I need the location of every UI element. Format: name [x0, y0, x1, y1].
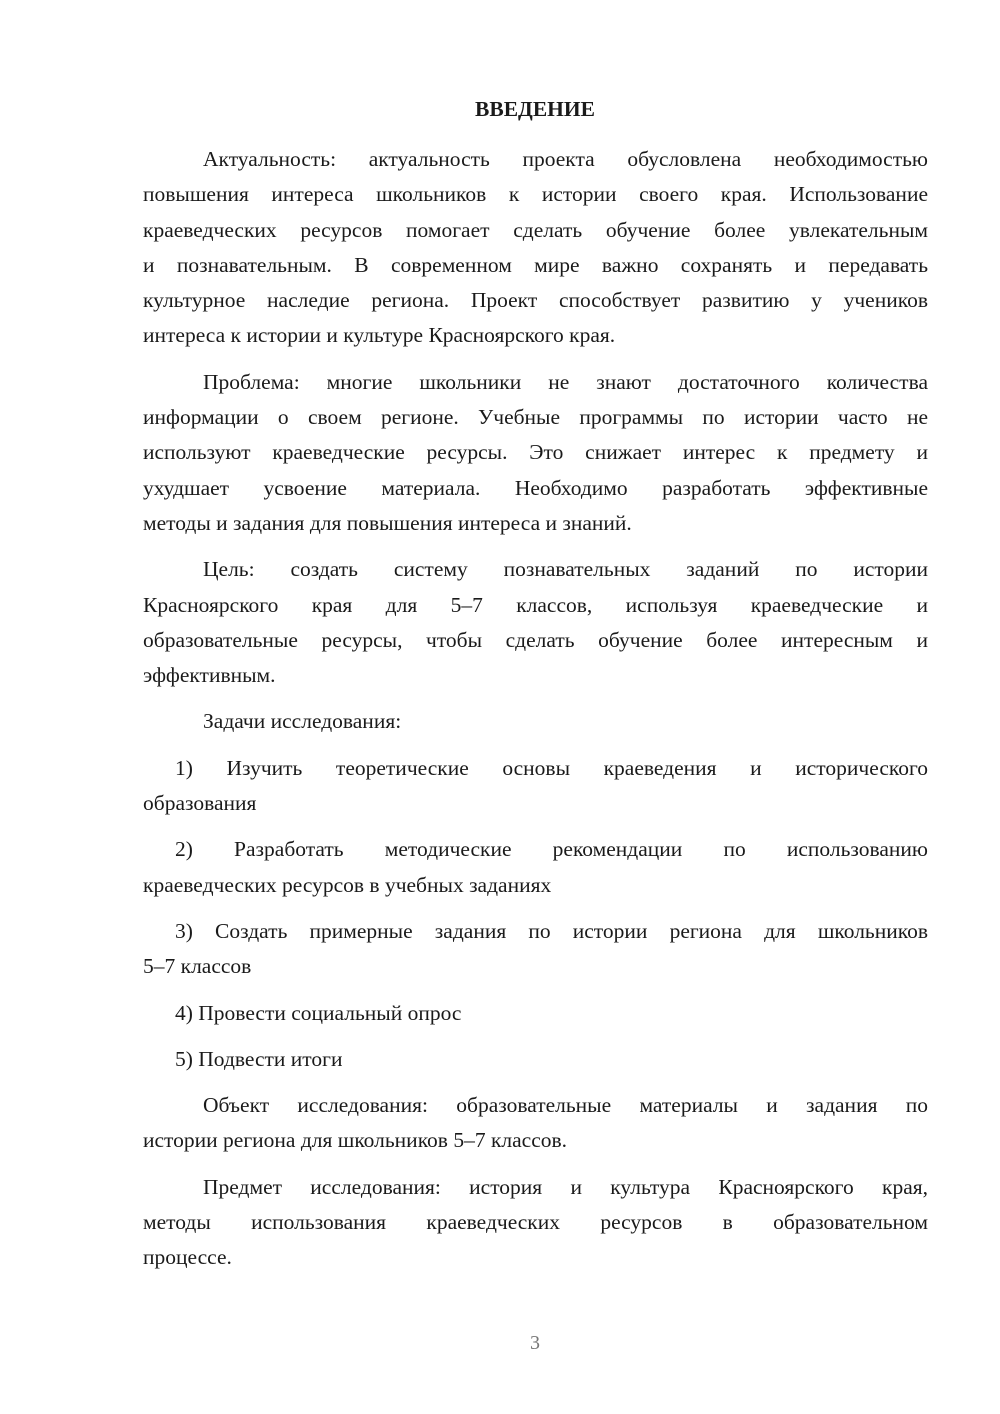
- text-line: 1) Изучить теоретические основы краеведения и исторического: [175, 755, 928, 780]
- text-line: краеведческих ресурсов в учебных заданиях: [143, 872, 552, 897]
- page-title: ВВЕДЕНИЕ: [475, 97, 595, 121]
- text-line: культурное наследие региона. Проект способствует развитию у учеников: [143, 288, 928, 313]
- task-item-2: [143, 832, 928, 903]
- paragraph-problem: [143, 365, 928, 541]
- tasks-heading: [143, 704, 928, 739]
- text-line: Объект исследования: образовательные материалы и задания по: [203, 1093, 928, 1118]
- task-item-4: [143, 996, 928, 1031]
- paragraph-relevance: [143, 142, 928, 354]
- text-line: Предмет исследования: история и культура Красноярского края,: [203, 1174, 928, 1199]
- text-line: Цель: создать систему познавательных заданий по истории: [203, 557, 928, 582]
- text-line: интереса к истории и культуре Красноярского края.: [143, 323, 616, 348]
- text-line: 3) Создать примерные задания по истории региона для школьников: [175, 918, 928, 943]
- task-item-5: [143, 1042, 928, 1077]
- text-line: 4) Провести социальный опрос: [175, 1000, 462, 1025]
- text-line: процессе.: [143, 1245, 232, 1270]
- text-line: методы и задания для повышения интереса и знаний.: [143, 510, 632, 535]
- text-line: образования: [143, 791, 257, 816]
- document-body: [143, 142, 928, 1287]
- text-line: 2) Разработать методические рекомендации по использованию: [175, 837, 928, 862]
- text-line: и познавательным. В современном мире важно сохранять и передавать: [143, 252, 928, 277]
- text-line: Задачи исследования:: [203, 709, 402, 734]
- text-line: методы использования краеведческих ресурсов в образовательном: [143, 1210, 928, 1235]
- text-line: 5) Подвести итоги: [175, 1046, 343, 1071]
- paragraph-subject: [143, 1170, 928, 1276]
- text-line: Актуальность: актуальность проекта обусловлена необходимостью: [203, 147, 928, 171]
- text-line: краеведческих ресурсов помогает сделать обучение более увлекательным: [143, 217, 928, 242]
- text-line: эффективным.: [143, 663, 276, 688]
- task-item-3: [143, 914, 928, 985]
- paragraph-goal: [143, 552, 928, 693]
- text-line: используют краеведческие ресурсы. Это снижает интерес к предмету и: [143, 440, 928, 465]
- text-line: Проблема: многие школьники не знают достаточного количества: [203, 369, 928, 394]
- text-line: повышения интереса школьников к истории своего края. Использование: [143, 182, 928, 207]
- text-line: истории региона для школьников 5–7 классов.: [143, 1128, 568, 1153]
- page-number: 3: [530, 1332, 540, 1354]
- text-line: ухудшает усвоение материала. Необходимо разработать эффективные: [143, 475, 928, 500]
- text-line: информации о своем регионе. Учебные программы по истории часто не: [143, 405, 928, 430]
- task-item-1: [143, 751, 928, 822]
- text-line: Красноярского края для 5–7 классов, используя краеведческие и: [143, 592, 928, 617]
- text-line: 5–7 классов: [143, 954, 252, 979]
- text-line: образовательные ресурсы, чтобы сделать обучение более интересным и: [143, 627, 928, 652]
- paragraph-object: [143, 1088, 928, 1159]
